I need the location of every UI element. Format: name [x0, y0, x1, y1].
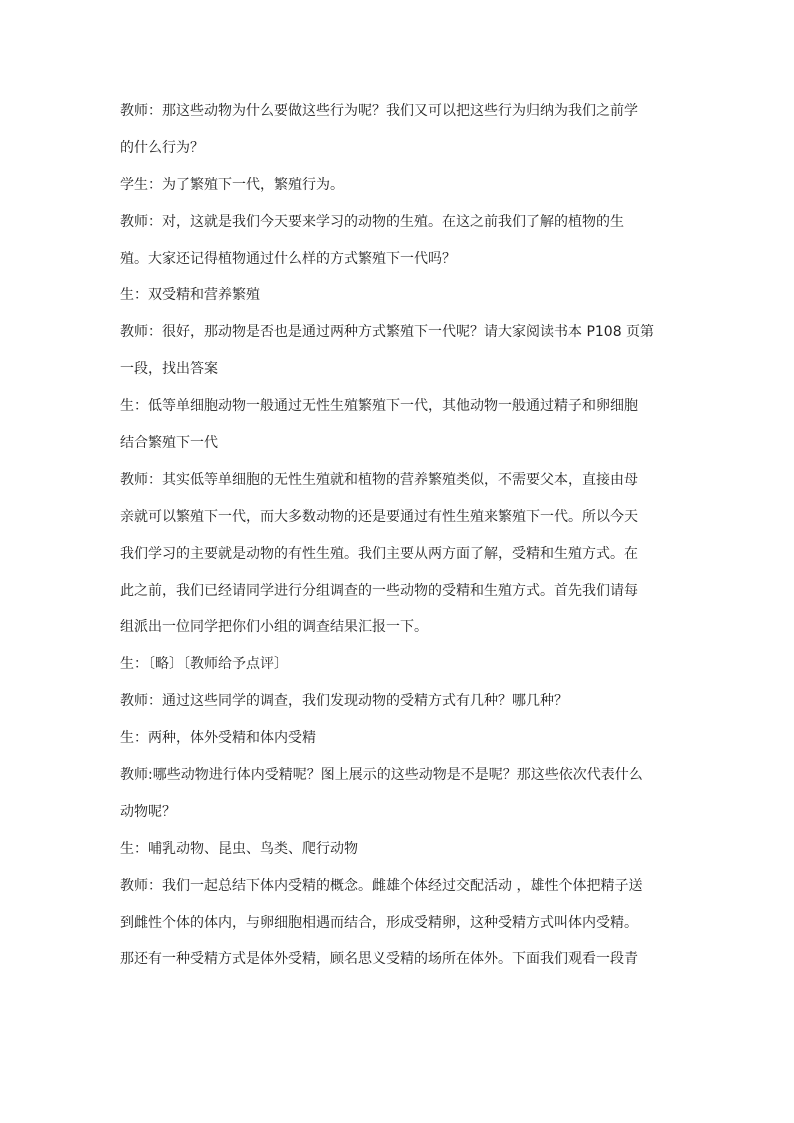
text-line: 到雌性个体的体内，与卵细胞相遇而结合，形成受精卵，这种受精方式叫体内受精。: [120, 914, 638, 931]
text-line: 教师：那这些动物为什么要做这些行为呢？我们又可以把这些行为归纳为我们之前学: [120, 103, 638, 119]
document-body: [120, 93, 676, 978]
text-line: 生：〔略〕〔教师给予点评〕: [120, 656, 288, 673]
text-line: 那还有一种受精方式是体外受精，顾名思义受精的场所在体外。下面我们观看一段青: [120, 951, 638, 968]
text-line: 我们学习的主要就是动物的有性生殖。我们主要从两方面了解，受精和生殖方式。在: [120, 545, 638, 562]
text-line: 结合繁殖下一代: [120, 435, 218, 452]
text-line: 组派出一位同学把你们小组的调查结果汇报一下。: [120, 619, 428, 636]
text-line: 的什么行为？: [120, 139, 204, 156]
text-line: 亲就可以繁殖下一代，而大多数动物的还是要通过有性生殖来繁殖下一代。所以今天: [120, 508, 638, 525]
text-line: 学生：为了繁殖下一代，繁殖行为。: [120, 176, 344, 193]
text-line: 生：两种，体外受精和体内受精: [120, 730, 316, 747]
text-line: 生：双受精和营养繁殖: [120, 287, 260, 304]
text-line: 生：哺乳动物、昆虫、鸟类、爬行动物: [120, 840, 358, 857]
text-line: 教师：很好，那动物是否也是通过两种方式繁殖下一代呢？请大家阅读书本 P108 页第: [120, 324, 655, 341]
text-line: 动物呢？: [120, 803, 176, 820]
text-line: 一段，找出答案: [120, 361, 218, 378]
text-line: 此之前，我们已经请同学进行分组调查的一些动物的受精和生殖方式。首先我们请每: [120, 582, 638, 599]
text-line: 生：低等单细胞动物一般通过无性生殖繁殖下一代，其他动物一般通过精子和卵细胞: [120, 398, 638, 415]
text-line: 教师：其实低等单细胞的无性生殖就和植物的营养繁殖类似，不需要父本，直接由母: [120, 471, 638, 488]
text-line: 教师：我们一起总结下体内受精的概念。雌雄个体经过交配活动 ，雄性个体把精子送: [120, 877, 643, 894]
text-line: 教师:哪些动物进行体内受精呢？图上展示的这些动物是不是呢？那这些依次代表什么: [120, 767, 643, 784]
text-line: 殖。大家还记得植物通过什么样的方式繁殖下一代吗？: [120, 250, 456, 267]
text-line: 教师：对，这就是我们今天要来学习的动物的生殖。在这之前我们了解的植物的生: [120, 213, 624, 230]
text-line: 教师：通过这些同学的调查，我们发现动物的受精方式有几种？哪几种？: [120, 693, 568, 710]
